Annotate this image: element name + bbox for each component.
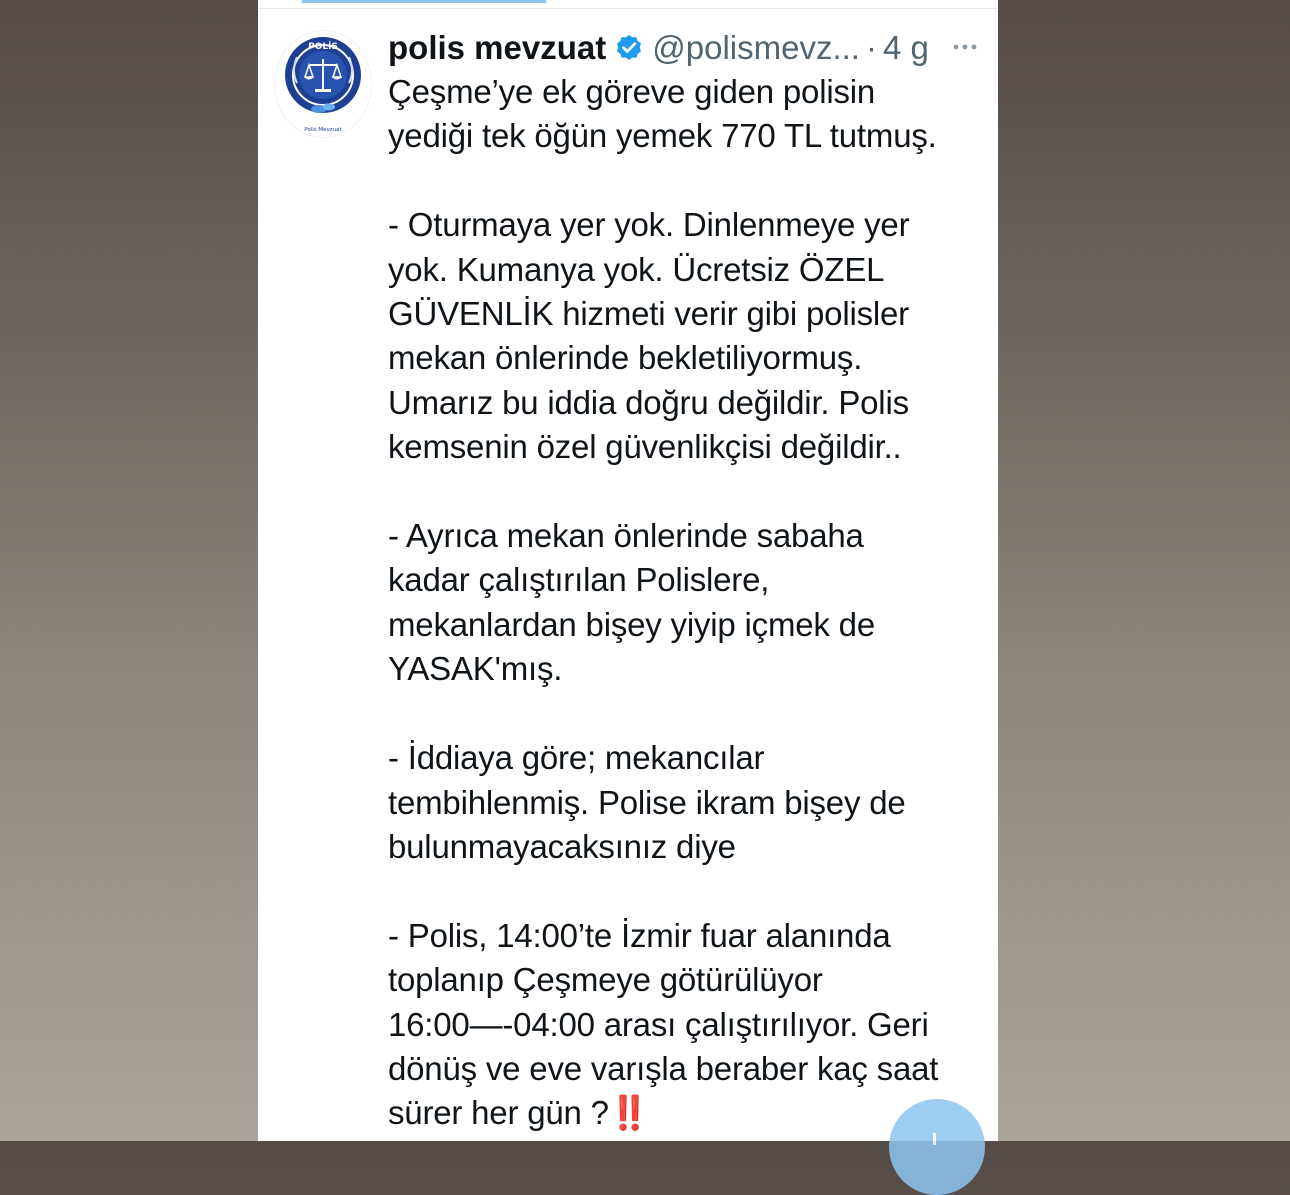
more-dots-icon[interactable] — [952, 34, 978, 60]
display-name[interactable]: polis mevzuat — [388, 29, 607, 66]
verified-badge-icon[interactable] — [614, 33, 644, 63]
tweet-card[interactable] — [258, 0, 998, 1141]
compose-button[interactable] — [889, 1099, 985, 1195]
avatar[interactable] — [274, 30, 372, 138]
active-tab-indicator — [302, 0, 546, 3]
avatar-logo-subtext: Polis Mevzuat — [304, 127, 342, 133]
avatar-logo-text: POLİS — [308, 42, 338, 52]
timestamp[interactable]: 4 g — [882, 29, 929, 66]
separator-dot: · — [865, 29, 877, 66]
handle[interactable]: @polismevz... — [652, 29, 860, 66]
compose-plus-icon — [933, 1133, 936, 1145]
tweet-header — [388, 28, 978, 68]
tweet-text: Çeşme’ye ek göreve giden polisin yediği tek öğün yemek 770 TL tutmuş. - Oturmaya yer yok. Dinlenmeye yer yok. Kumanya yok. Ücretsiz ÖZEL GÜVENLİK hizmeti verir gibi polisler mekan önlerinde bekletiliyormuş. Umarız bu iddia doğru değildir. Polis kemsenin özel güvenlikçisi değildir.. - Ayrıca mekan önlerinde sabaha kadar çalıştırılan Polislere, mekanlardan bişey yiyip içmek de YASAK'mış. - İddiaya göre; mekancılar tembihlenmiş. Polise ikram bişey de bulunmayacaksınız diye - Polis, 14:00’te İzmir fuar alanında toplanıp Çeşmeye götürülüyor 16:00—-04:00 arası çalıştırılıyor. Geri dönüş ve eve varışla beraber kaç saat sürer her gün ?‼️ — [388, 73, 939, 1132]
polis-mevzuat-logo-icon — [275, 31, 371, 137]
top-tab-strip — [258, 0, 998, 9]
